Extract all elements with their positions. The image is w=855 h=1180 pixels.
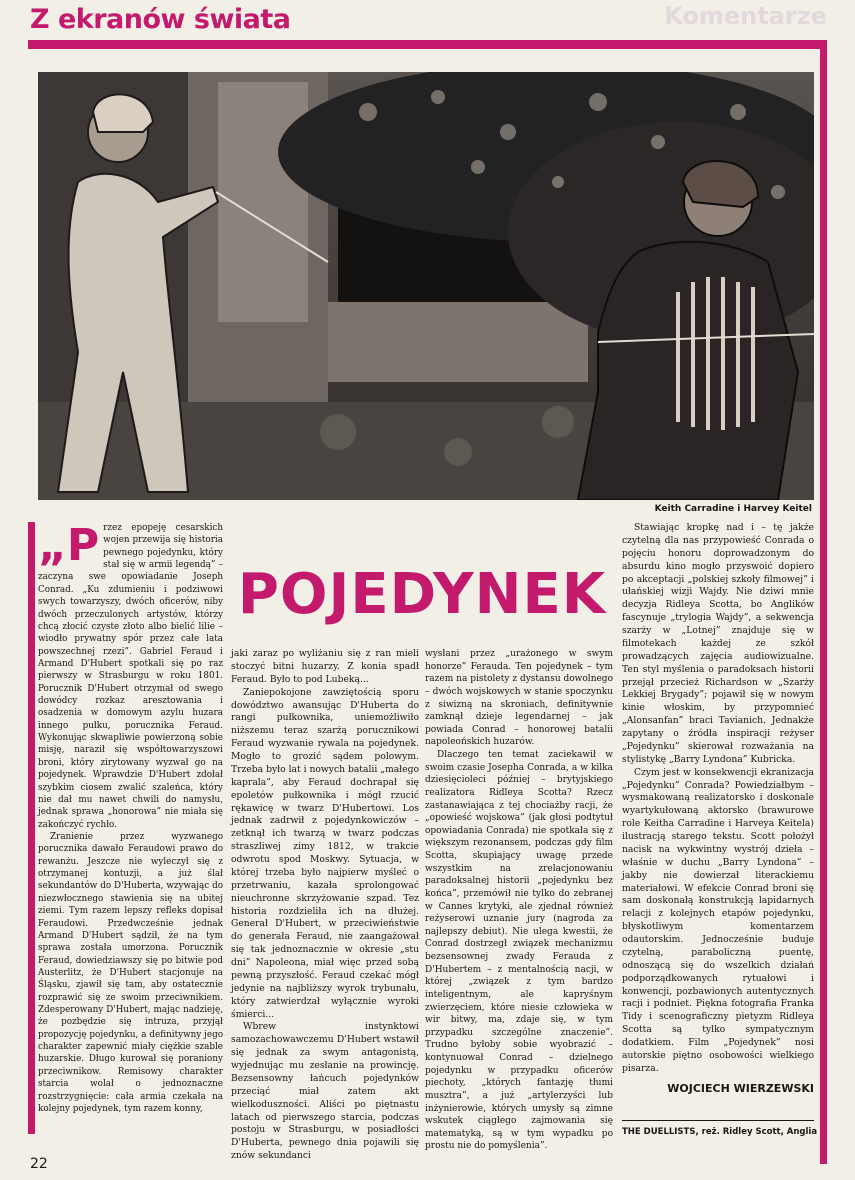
article-title: POJEDYNEK	[237, 562, 607, 627]
article-column-4	[622, 522, 814, 1095]
right-border-bar	[820, 40, 827, 1164]
author-byline: WOJCIECH WIERZEWSKI	[667, 1081, 814, 1095]
paragraph: Czym jest w konsekwencji ekranizacja „Pojedynku” Conrada? Powiedziałbym – wysmakowaną realizatorsko i doskonale wyartykułowaną aktorsko (brawurowe role Keitha Carradine i Harveya Keitela) ilustracją starego tekstu. Scott położył nacisk na wykwintny wystrój dzieła – właśnie w duchu „Barry Lyndona” – jakby nie dowierzał literackiemu materiałowi. W efekcie Conrad broni się sam doskonałą konstrukcją lapidarnych relacji z kolejnych etapów pojedynku, błyskotliwym komentarzem odautorskim. Jednocześnie buduje czytelną, paraboliczną puentę, odnoszącą się do wszelkich działań podporządkowanych rytuałowi i konwencji, pozbawionych autentycznych racji i podniet. Piękna fotografia Franka Tidy i scenograficzny pietyzm Ridleya Scotta są tylko sympatycznym dodatkiem. Film „Pojedynek” nosi autorskie piętno osobowości wielkiego pisarza.	[622, 766, 814, 1074]
header-rule	[28, 40, 822, 49]
drop-cap: „P	[38, 520, 100, 571]
credits-rule	[622, 1120, 814, 1121]
duel-scene-illustration	[38, 72, 814, 500]
paragraph: Stawiając kropkę nad i – tę jakże czytelną dla nas przypowieść Conrada o pojęciu honoru doprowadzonym do absurdu kino mogło przyswoić dopiero po akceptacji „polskiej szkoły filmowej” i ułańskiej wizji Wajdy. Nie dziwi mnie decyzja Ridleya Scotta, bo Anglików fascynuje „trylogia Wajdy”, a sekwencja szarży w „Lotnej” znajduje się w filmotekach każdej ze szkół prowadzących zajęcia audiowizualne. Ten styl myślenia o paradoksach historii przejął przecież Richardson w „Szarży Lekkiej Brygady”; pojawił się w nowym kinie włoskim, by przypomnieć „Alonsanfan” braci Tavianich. Jednakże zapytany o źródła inspiracji reżyser „Pojedynku” skierował rozważania na stylistykę „Barry Lyndona” Kubricka.	[622, 522, 814, 765]
page-number: 22	[30, 1156, 48, 1172]
paragraph: rzez epopeję cesarskich wojen przewija się historia pewnego pojedynku, który stał się w armii legendą” – zaczyna swe opowiadanie Joseph Conrad. „Ku zdumieniu i podziwowi swych towarzyszy, dwóch oficerów, niby dwóch przeczulonych artystów, którzy chcą złocić czyste złoto albo bielić lilie – wiodło prywatny spór przez całe lata powszechnej rzezi”. Gabriel Feraud i Armand D'Hubert spotkali się po raz pierwszy w Strasburgu w roku 1801. Porucznik D'Hubert otrzymał od swego dowódcy rozkaz aresztowania i osadzenia w domowym azylu huzara innego pułku, porucznika Feraud. Wykonując skwapliwie powierzoną sobie misję, naraził się współtowarzyszowi broni, który zirytowany wyzwał go na pojedynek. Wprawdzie D'Hubert zdołał szybkim ciosem zwalić szaleńca, który nie dał mu nawet chwili do namysłu, jednak sprawa „honorowa” nie miała się zakończyć rychło.	[38, 523, 223, 830]
film-credits: THE DUELLISTS, reż. Ridley Scott, Anglia	[622, 1127, 818, 1137]
paragraph: Zaniepokojone zawziętością sporu dowództwo awansując D'Huberta do rangi pułkownika, uniemożliwiło niższemu teraz szarżą porucznikowi Feraud wyzwanie rywala na pojedynek. Mogło to grozić sądem polowym. Trzeba było lat i nowych batalii „małego kaprala”, aby Feraud dochrapał się epoletów pułkownika i mógł rzucić rękawicę w twarz D'Hubertowi. Los jednak zadrwił z pojedynkowiczów – zetknął ich twarzą w twarz podczas straszliwej zimy 1812, w trakcie odwrotu spod Moskwy. Sytuacja, w której trzeba było najpierw myśleć o przetrwaniu, kazała sprolongować nieuchronne skrzyżowanie szpad. Tez historia rozdzieliła ich na dłużej. Generał D'Hubert, w przeciwieństwie do generała Feraud, nie zaangażował się tak jednoznacznie w okresie „stu dni” Napoleona, miał więc przed sobą pewną przyszłość. Feraud czekać mógł jedynie na najbliższy wyrok trybunału, który zatwierdzał wyłącznie wyroki śmierci...	[231, 686, 419, 1020]
film-still-photo	[38, 72, 814, 500]
photo-caption: Keith Carradine i Harvey Keitel	[654, 504, 812, 514]
article-column-3	[425, 648, 613, 1153]
section-title: Z ekranów świata	[30, 4, 291, 35]
article-column-1	[38, 522, 223, 1115]
paragraph: Dlaczego ten temat zaciekawił w swoim czasie Josepha Conrada, a w kilka dziesięcioleci później – brytyjskiego realizatora Ridleya Scotta? Rzecz zastanawiająca z tej chociażby racji, że „opowieść wojskowa” (jak głosi podtytuł opowiadania Conrada) nie spotkała się z większym rezonansem, podczas gdy film Scotta, skupiający uwagę przede wszystkim na zrelacjonowaniu paradoksalnej historii „pojedynku bez końca”, przemówił nie tylko do zebranej w Cannes krytyki, ale zjednał również reżyserowi uznanie jury (nagroda za najlepszy debiut). Nie ulega kwestii, że Conrad dostrzegł związek mechanizmu bezsensownej zwady Ferauda z D'Hubertem – z mentalnością nacji, w której „związek z tym bardzo inteligentnym, ale kapryśnym zwierzęciem, które niesie człowieka w wir bitwy, ma, zdaje się, w tym przypadku szczególne znaczenie”. Trudno byłoby sobie wyobrazić – kontynuował Conrad – dzielnego pojedynku w przypadku oficerów piechoty, „których fantazję tłumi musztra”, a już „artylerzyści lub inżynierowie, których umysły są zimne wskutek ciągłego zajmowania się matematyką, są w tym wypadku po prostu nie do pomyślenia”.	[425, 750, 613, 1152]
paragraph: Zranienie przez wyzwanego porucznika dawało Feraudowi prawo do rewanżu. Jeszcze nie wyleczył się z otrzymanej kontuzji, a już ślał sekundantów do D'Huberta, wzywając do niezwłocznego stawienia się na ubitej ziemi. Tym razem lepszy refleks dopisał Feraudowi. Przedwcześnie jednak Armand D'Hubert sądził, że na tym sprawa została umorzona. Porucznik Feraud, dowiedziawszy się po bitwie pod Austerlitz, że D'Hubert stacjonuje na Śląsku, zjawił się tam, aby ostatecznie rozprawić się ze swoim przeciwnikiem. Zdesperowany D'Hubert, mając nadzieję, że pozbędzie się intruza, przyjął propozycję pojedynku, a definitywny jego charakter zapewnić miały ciężkie szable huzarskie. Długo kurował się poraniony przeciwnikow. Remisowy charakter starcia wolał o jednoznaczne rozstrzygnięcie: cała armia czekała na kolejny pojedynek, tym razem konny,	[38, 831, 223, 1114]
paragraph: Wbrew instynktowi samozachowawczemu D'Hubert wstawił się jednak za swym antagonistą, wyjednując mu zesłanie na prowincję. Bezsensowny łańcuch pojedynków przeciąć miał zatem akt wielkoduszności. Aliści po piętnastu latach od pierwszego starcia, podczas postoju w Strasburgu, w posiadłości D'Huberta, pewnego dnia pojawili się znów sekundanci	[231, 1021, 419, 1162]
paragraph: wysłani przez „urażonego w swym honorze” Ferauda. Ten pojedynek – tym razem na pistolety z dystansu dowolnego – dwóch wojskowych w stanie spoczynku z siwizną na skroniach, definitywnie zamknął dzieje legendarnej – jak powiada Conrad – honorowej batalii napoleońskich huzarów.	[425, 649, 613, 748]
left-accent-bar	[28, 522, 35, 1134]
article-column-2	[231, 648, 419, 1163]
paragraph: jaki zaraz po wyliżaniu się z ran mieli stoczyć bitni huzarzy. Z konia spadł Feraud. Było to pod Lubeką...	[231, 648, 419, 685]
section-ghost-title: Komentarze	[664, 2, 827, 30]
